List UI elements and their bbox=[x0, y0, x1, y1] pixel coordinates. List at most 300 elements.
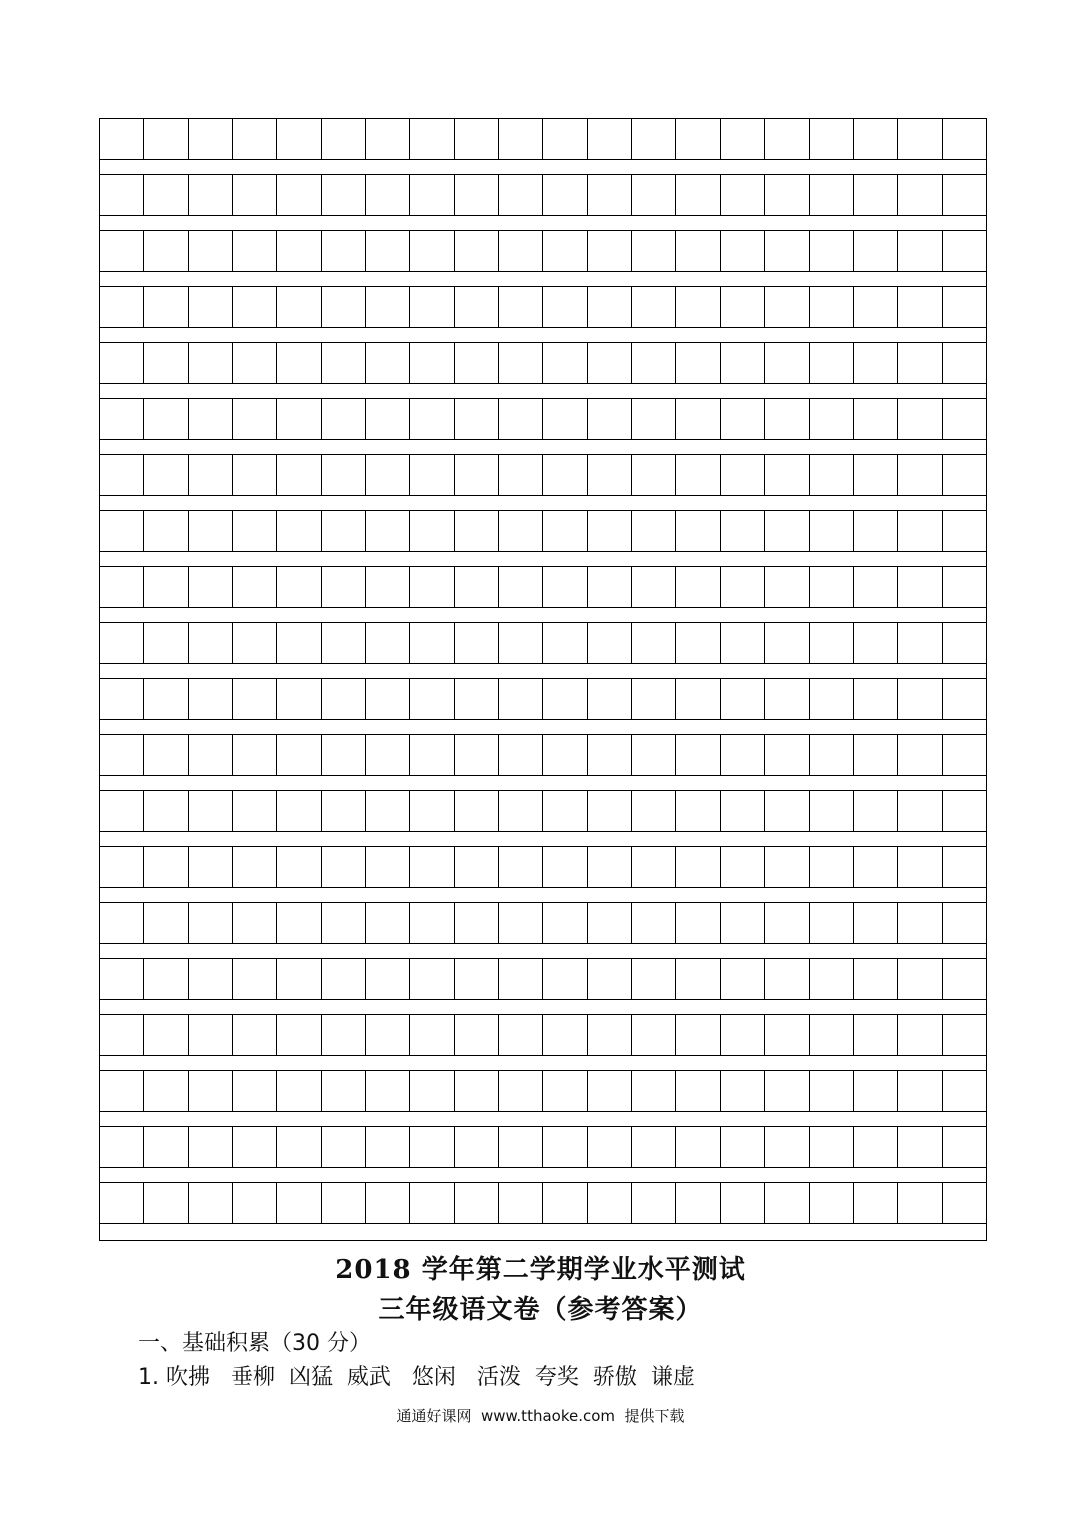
grid-cell bbox=[765, 1015, 809, 1055]
grid-cell bbox=[366, 567, 410, 607]
grid-cell bbox=[588, 287, 632, 327]
grid-cell bbox=[189, 119, 233, 159]
grid-cell bbox=[588, 959, 632, 999]
grid-cell bbox=[810, 119, 854, 159]
grid-cell bbox=[676, 679, 720, 719]
grid-cell bbox=[721, 735, 765, 775]
grid-cell bbox=[100, 343, 144, 383]
grid-cell bbox=[455, 679, 499, 719]
grid-cell bbox=[588, 623, 632, 663]
grid-cell bbox=[144, 119, 188, 159]
grid-cell bbox=[765, 1071, 809, 1111]
grid-cell bbox=[144, 791, 188, 831]
grid-cell bbox=[322, 735, 366, 775]
grid-cell bbox=[632, 1015, 676, 1055]
grid-cell bbox=[410, 679, 454, 719]
grid-cell bbox=[943, 119, 986, 159]
grid-cell bbox=[100, 399, 144, 439]
grid-row bbox=[100, 1071, 986, 1127]
row-spacer bbox=[100, 272, 986, 287]
grid-cells bbox=[100, 175, 986, 216]
grid-cells bbox=[100, 1183, 986, 1224]
grid-cell bbox=[898, 847, 942, 887]
grid-row bbox=[100, 679, 986, 735]
grid-cell bbox=[100, 175, 144, 215]
grid-cell bbox=[322, 1127, 366, 1167]
grid-cell bbox=[322, 679, 366, 719]
grid-cell bbox=[277, 1015, 321, 1055]
grid-cell bbox=[233, 287, 277, 327]
grid-cell bbox=[277, 847, 321, 887]
grid-cell bbox=[676, 791, 720, 831]
grid-cell bbox=[898, 343, 942, 383]
grid-cell bbox=[410, 455, 454, 495]
grid-cell bbox=[898, 1071, 942, 1111]
grid-row bbox=[100, 343, 986, 399]
grid-cell bbox=[854, 455, 898, 495]
grid-cell bbox=[455, 455, 499, 495]
grid-cell bbox=[588, 679, 632, 719]
grid-cell bbox=[632, 511, 676, 551]
grid-cell bbox=[543, 959, 587, 999]
grid-cell bbox=[233, 847, 277, 887]
grid-cell bbox=[898, 567, 942, 607]
grid-cell bbox=[632, 903, 676, 943]
grid-cell bbox=[144, 1015, 188, 1055]
grid-cell bbox=[588, 1071, 632, 1111]
grid-cell bbox=[100, 623, 144, 663]
grid-cell bbox=[100, 455, 144, 495]
grid-cells bbox=[100, 847, 986, 888]
grid-cell bbox=[277, 287, 321, 327]
grid-cell bbox=[810, 231, 854, 271]
row-spacer bbox=[100, 720, 986, 735]
grid-cell bbox=[854, 1127, 898, 1167]
grid-cell bbox=[100, 119, 144, 159]
row-spacer bbox=[100, 328, 986, 343]
grid-cell bbox=[410, 959, 454, 999]
grid-cell bbox=[455, 1071, 499, 1111]
grid-cell bbox=[410, 175, 454, 215]
grid-cell bbox=[366, 399, 410, 439]
grid-cell bbox=[277, 1071, 321, 1111]
grid-cell bbox=[277, 511, 321, 551]
grid-cell bbox=[410, 287, 454, 327]
grid-row bbox=[100, 735, 986, 791]
grid-cells bbox=[100, 567, 986, 608]
grid-cell bbox=[322, 175, 366, 215]
grid-cell bbox=[410, 231, 454, 271]
grid-cell bbox=[144, 343, 188, 383]
grid-cell bbox=[765, 1127, 809, 1167]
grid-row bbox=[100, 847, 986, 903]
row-spacer bbox=[100, 552, 986, 567]
grid-cell bbox=[322, 1183, 366, 1223]
grid-cell bbox=[366, 343, 410, 383]
grid-cell bbox=[632, 1183, 676, 1223]
grid-cell bbox=[499, 511, 543, 551]
row-spacer bbox=[100, 440, 986, 455]
grid-cell bbox=[543, 175, 587, 215]
grid-cell bbox=[676, 735, 720, 775]
grid-cell bbox=[765, 455, 809, 495]
grid-cells bbox=[100, 231, 986, 272]
grid-cell bbox=[898, 791, 942, 831]
grid-cell bbox=[100, 959, 144, 999]
grid-cell bbox=[765, 287, 809, 327]
grid-row bbox=[100, 903, 986, 959]
row-spacer bbox=[100, 160, 986, 175]
grid-cells bbox=[100, 1015, 986, 1056]
grid-cell bbox=[366, 455, 410, 495]
grid-cell bbox=[499, 1071, 543, 1111]
grid-cell bbox=[144, 679, 188, 719]
exam-title: 2018 学年第二学期学业水平测试 bbox=[335, 1255, 746, 1285]
grid-cell bbox=[499, 903, 543, 943]
grid-cell bbox=[366, 903, 410, 943]
answer-line-1: 1. 吹拂 垂柳 凶猛 威武 悠闲 活泼 夸奖 骄傲 谦虚 bbox=[138, 1365, 695, 1390]
grid-cell bbox=[676, 903, 720, 943]
grid-cell bbox=[543, 679, 587, 719]
grid-cell bbox=[277, 903, 321, 943]
grid-cell bbox=[632, 343, 676, 383]
grid-cell bbox=[277, 1183, 321, 1223]
grid-row bbox=[100, 623, 986, 679]
grid-cell bbox=[854, 287, 898, 327]
grid-cell bbox=[499, 343, 543, 383]
grid-cell bbox=[588, 847, 632, 887]
grid-cell bbox=[632, 567, 676, 607]
grid-cells bbox=[100, 679, 986, 720]
grid-cell bbox=[810, 567, 854, 607]
grid-cell bbox=[632, 791, 676, 831]
grid-cell bbox=[721, 959, 765, 999]
grid-cell bbox=[410, 1127, 454, 1167]
grid-cell bbox=[721, 231, 765, 271]
grid-cell bbox=[543, 119, 587, 159]
grid-cell bbox=[455, 511, 499, 551]
grid-cell bbox=[543, 847, 587, 887]
grid-cell bbox=[765, 119, 809, 159]
grid-cell bbox=[588, 1127, 632, 1167]
grid-cell bbox=[189, 399, 233, 439]
grid-cell bbox=[499, 1183, 543, 1223]
grid-cell bbox=[588, 455, 632, 495]
grid-cell bbox=[144, 1127, 188, 1167]
grid-cell bbox=[765, 231, 809, 271]
grid-cell bbox=[100, 287, 144, 327]
grid-cell bbox=[233, 567, 277, 607]
grid-cell bbox=[366, 231, 410, 271]
grid-cell bbox=[676, 287, 720, 327]
grid-cell bbox=[676, 1015, 720, 1055]
grid-row bbox=[100, 119, 986, 175]
grid-cell bbox=[721, 791, 765, 831]
grid-cell bbox=[588, 1183, 632, 1223]
grid-cell bbox=[898, 399, 942, 439]
grid-cell bbox=[144, 511, 188, 551]
grid-cell bbox=[765, 567, 809, 607]
grid-cell bbox=[854, 623, 898, 663]
grid-cell bbox=[632, 175, 676, 215]
grid-cell bbox=[189, 735, 233, 775]
grid-row bbox=[100, 567, 986, 623]
grid-cell bbox=[588, 399, 632, 439]
grid-cell bbox=[721, 119, 765, 159]
row-spacer bbox=[100, 944, 986, 959]
grid-cell bbox=[810, 455, 854, 495]
grid-cell bbox=[144, 959, 188, 999]
grid-cell bbox=[588, 903, 632, 943]
grid-cell bbox=[455, 231, 499, 271]
grid-cell bbox=[810, 903, 854, 943]
grid-cell bbox=[322, 343, 366, 383]
grid-cell bbox=[233, 735, 277, 775]
exam-subtitle: 三年级语文卷（参考答案） bbox=[378, 1295, 703, 1325]
grid-cell bbox=[765, 959, 809, 999]
grid-cell bbox=[144, 231, 188, 271]
grid-cell bbox=[410, 1071, 454, 1111]
grid-cell bbox=[943, 1183, 986, 1223]
grid-cell bbox=[676, 119, 720, 159]
grid-cell bbox=[943, 1127, 986, 1167]
grid-cell bbox=[233, 1015, 277, 1055]
grid-cell bbox=[366, 1015, 410, 1055]
grid-cell bbox=[810, 287, 854, 327]
grid-cell bbox=[144, 735, 188, 775]
grid-cell bbox=[721, 343, 765, 383]
footer-source: 通通好课网 www.tthaoke.com 提供下载 bbox=[396, 1407, 685, 1425]
grid-cell bbox=[898, 119, 942, 159]
grid-cell bbox=[721, 455, 765, 495]
grid-row bbox=[100, 175, 986, 231]
grid-cell bbox=[632, 1127, 676, 1167]
grid-row bbox=[100, 511, 986, 567]
grid-cell bbox=[898, 623, 942, 663]
grid-cell bbox=[455, 1015, 499, 1055]
grid-cells bbox=[100, 455, 986, 496]
grid-cell bbox=[721, 1015, 765, 1055]
grid-cell bbox=[632, 959, 676, 999]
grid-cell bbox=[100, 511, 144, 551]
grid-cell bbox=[144, 287, 188, 327]
row-spacer bbox=[100, 888, 986, 903]
grid-cell bbox=[898, 455, 942, 495]
grid-cell bbox=[233, 399, 277, 439]
grid-cells bbox=[100, 1071, 986, 1112]
grid-cell bbox=[810, 1015, 854, 1055]
grid-cell bbox=[676, 511, 720, 551]
grid-cell bbox=[277, 455, 321, 495]
grid-cell bbox=[721, 287, 765, 327]
grid-cell bbox=[765, 903, 809, 943]
grid-cell bbox=[854, 567, 898, 607]
grid-cell bbox=[721, 1071, 765, 1111]
grid-cell bbox=[721, 623, 765, 663]
grid-cell bbox=[676, 847, 720, 887]
grid-cell bbox=[233, 623, 277, 663]
grid-cell bbox=[499, 679, 543, 719]
grid-cell bbox=[189, 623, 233, 663]
grid-cell bbox=[189, 455, 233, 495]
grid-cell bbox=[943, 287, 986, 327]
grid-cell bbox=[721, 847, 765, 887]
grid-cells bbox=[100, 735, 986, 776]
grid-cell bbox=[765, 1183, 809, 1223]
grid-cell bbox=[233, 119, 277, 159]
grid-cell bbox=[410, 903, 454, 943]
grid-cell bbox=[233, 959, 277, 999]
grid-cells bbox=[100, 1127, 986, 1168]
grid-cell bbox=[233, 455, 277, 495]
grid-cell bbox=[898, 287, 942, 327]
grid-cell bbox=[898, 175, 942, 215]
grid-cell bbox=[277, 735, 321, 775]
grid-cell bbox=[854, 119, 898, 159]
grid-cell bbox=[543, 1183, 587, 1223]
grid-cell bbox=[366, 511, 410, 551]
grid-cell bbox=[543, 903, 587, 943]
grid-cell bbox=[765, 791, 809, 831]
grid-cell bbox=[943, 847, 986, 887]
grid-cell bbox=[277, 399, 321, 439]
grid-cell bbox=[765, 175, 809, 215]
grid-cell bbox=[499, 119, 543, 159]
grid-cell bbox=[277, 175, 321, 215]
grid-cell bbox=[543, 343, 587, 383]
grid-cell bbox=[943, 343, 986, 383]
grid-cell bbox=[189, 1015, 233, 1055]
grid-cell bbox=[810, 679, 854, 719]
grid-cell bbox=[366, 1071, 410, 1111]
grid-cell bbox=[810, 959, 854, 999]
grid-cell bbox=[676, 175, 720, 215]
row-spacer bbox=[100, 216, 986, 231]
grid-cell bbox=[233, 231, 277, 271]
grid-cell bbox=[632, 735, 676, 775]
grid-cell bbox=[632, 119, 676, 159]
grid-row bbox=[100, 455, 986, 511]
grid-cell bbox=[100, 735, 144, 775]
grid-cell bbox=[898, 1015, 942, 1055]
grid-cells bbox=[100, 623, 986, 664]
grid-cell bbox=[100, 1183, 144, 1223]
grid-cell bbox=[632, 847, 676, 887]
grid-cell bbox=[854, 791, 898, 831]
grid-cell bbox=[632, 399, 676, 439]
grid-cells bbox=[100, 959, 986, 1000]
grid-cell bbox=[898, 679, 942, 719]
grid-cell bbox=[455, 847, 499, 887]
grid-cell bbox=[943, 1071, 986, 1111]
grid-cell bbox=[943, 735, 986, 775]
grid-cell bbox=[322, 287, 366, 327]
grid-cell bbox=[810, 735, 854, 775]
grid-cell bbox=[322, 959, 366, 999]
grid-cell bbox=[543, 567, 587, 607]
grid-cell bbox=[943, 959, 986, 999]
grid-cell bbox=[499, 847, 543, 887]
grid-cell bbox=[765, 623, 809, 663]
grid-cell bbox=[366, 287, 410, 327]
grid-cell bbox=[455, 1127, 499, 1167]
grid-cell bbox=[943, 1015, 986, 1055]
row-spacer bbox=[100, 384, 986, 399]
grid-cell bbox=[810, 791, 854, 831]
row-spacer bbox=[100, 1000, 986, 1015]
grid-row bbox=[100, 1015, 986, 1071]
grid-cells bbox=[100, 511, 986, 552]
grid-cell bbox=[898, 1127, 942, 1167]
grid-cell bbox=[410, 343, 454, 383]
grid-cell bbox=[100, 1015, 144, 1055]
grid-cell bbox=[810, 1127, 854, 1167]
grid-cell bbox=[322, 567, 366, 607]
grid-cell bbox=[898, 1183, 942, 1223]
grid-cell bbox=[721, 679, 765, 719]
grid-cell bbox=[543, 511, 587, 551]
grid-cell bbox=[676, 1071, 720, 1111]
grid-cell bbox=[189, 1183, 233, 1223]
grid-cell bbox=[144, 1183, 188, 1223]
grid-cell bbox=[322, 231, 366, 271]
grid-cells bbox=[100, 119, 986, 160]
grid-cell bbox=[410, 791, 454, 831]
grid-cells bbox=[100, 399, 986, 440]
grid-cell bbox=[810, 175, 854, 215]
grid-cell bbox=[543, 231, 587, 271]
grid-row bbox=[100, 399, 986, 455]
grid-cell bbox=[765, 847, 809, 887]
grid-cell bbox=[455, 791, 499, 831]
grid-cell bbox=[676, 455, 720, 495]
grid-cell bbox=[189, 231, 233, 271]
grid-cell bbox=[499, 455, 543, 495]
grid-cell bbox=[366, 175, 410, 215]
grid-cell bbox=[410, 567, 454, 607]
grid-cell bbox=[233, 791, 277, 831]
grid-cell bbox=[765, 343, 809, 383]
grid-cell bbox=[499, 959, 543, 999]
grid-cell bbox=[854, 847, 898, 887]
grid-cell bbox=[943, 903, 986, 943]
row-spacer bbox=[100, 496, 986, 511]
grid-cell bbox=[543, 623, 587, 663]
grid-cell bbox=[100, 679, 144, 719]
grid-cell bbox=[943, 567, 986, 607]
grid-cell bbox=[854, 511, 898, 551]
grid-cell bbox=[189, 791, 233, 831]
grid-cell bbox=[189, 343, 233, 383]
grid-cell bbox=[410, 847, 454, 887]
grid-cell bbox=[588, 343, 632, 383]
row-spacer bbox=[100, 832, 986, 847]
grid-cell bbox=[366, 847, 410, 887]
grid-cell bbox=[810, 343, 854, 383]
grid-cell bbox=[189, 903, 233, 943]
grid-cells bbox=[100, 287, 986, 328]
grid-cell bbox=[233, 1127, 277, 1167]
grid-cell bbox=[810, 847, 854, 887]
grid-cell bbox=[144, 847, 188, 887]
grid-cell bbox=[943, 791, 986, 831]
grid-cell bbox=[366, 735, 410, 775]
grid-cell bbox=[455, 175, 499, 215]
grid-cell bbox=[676, 343, 720, 383]
grid-cell bbox=[100, 567, 144, 607]
grid-cell bbox=[543, 1015, 587, 1055]
grid-cell bbox=[588, 735, 632, 775]
